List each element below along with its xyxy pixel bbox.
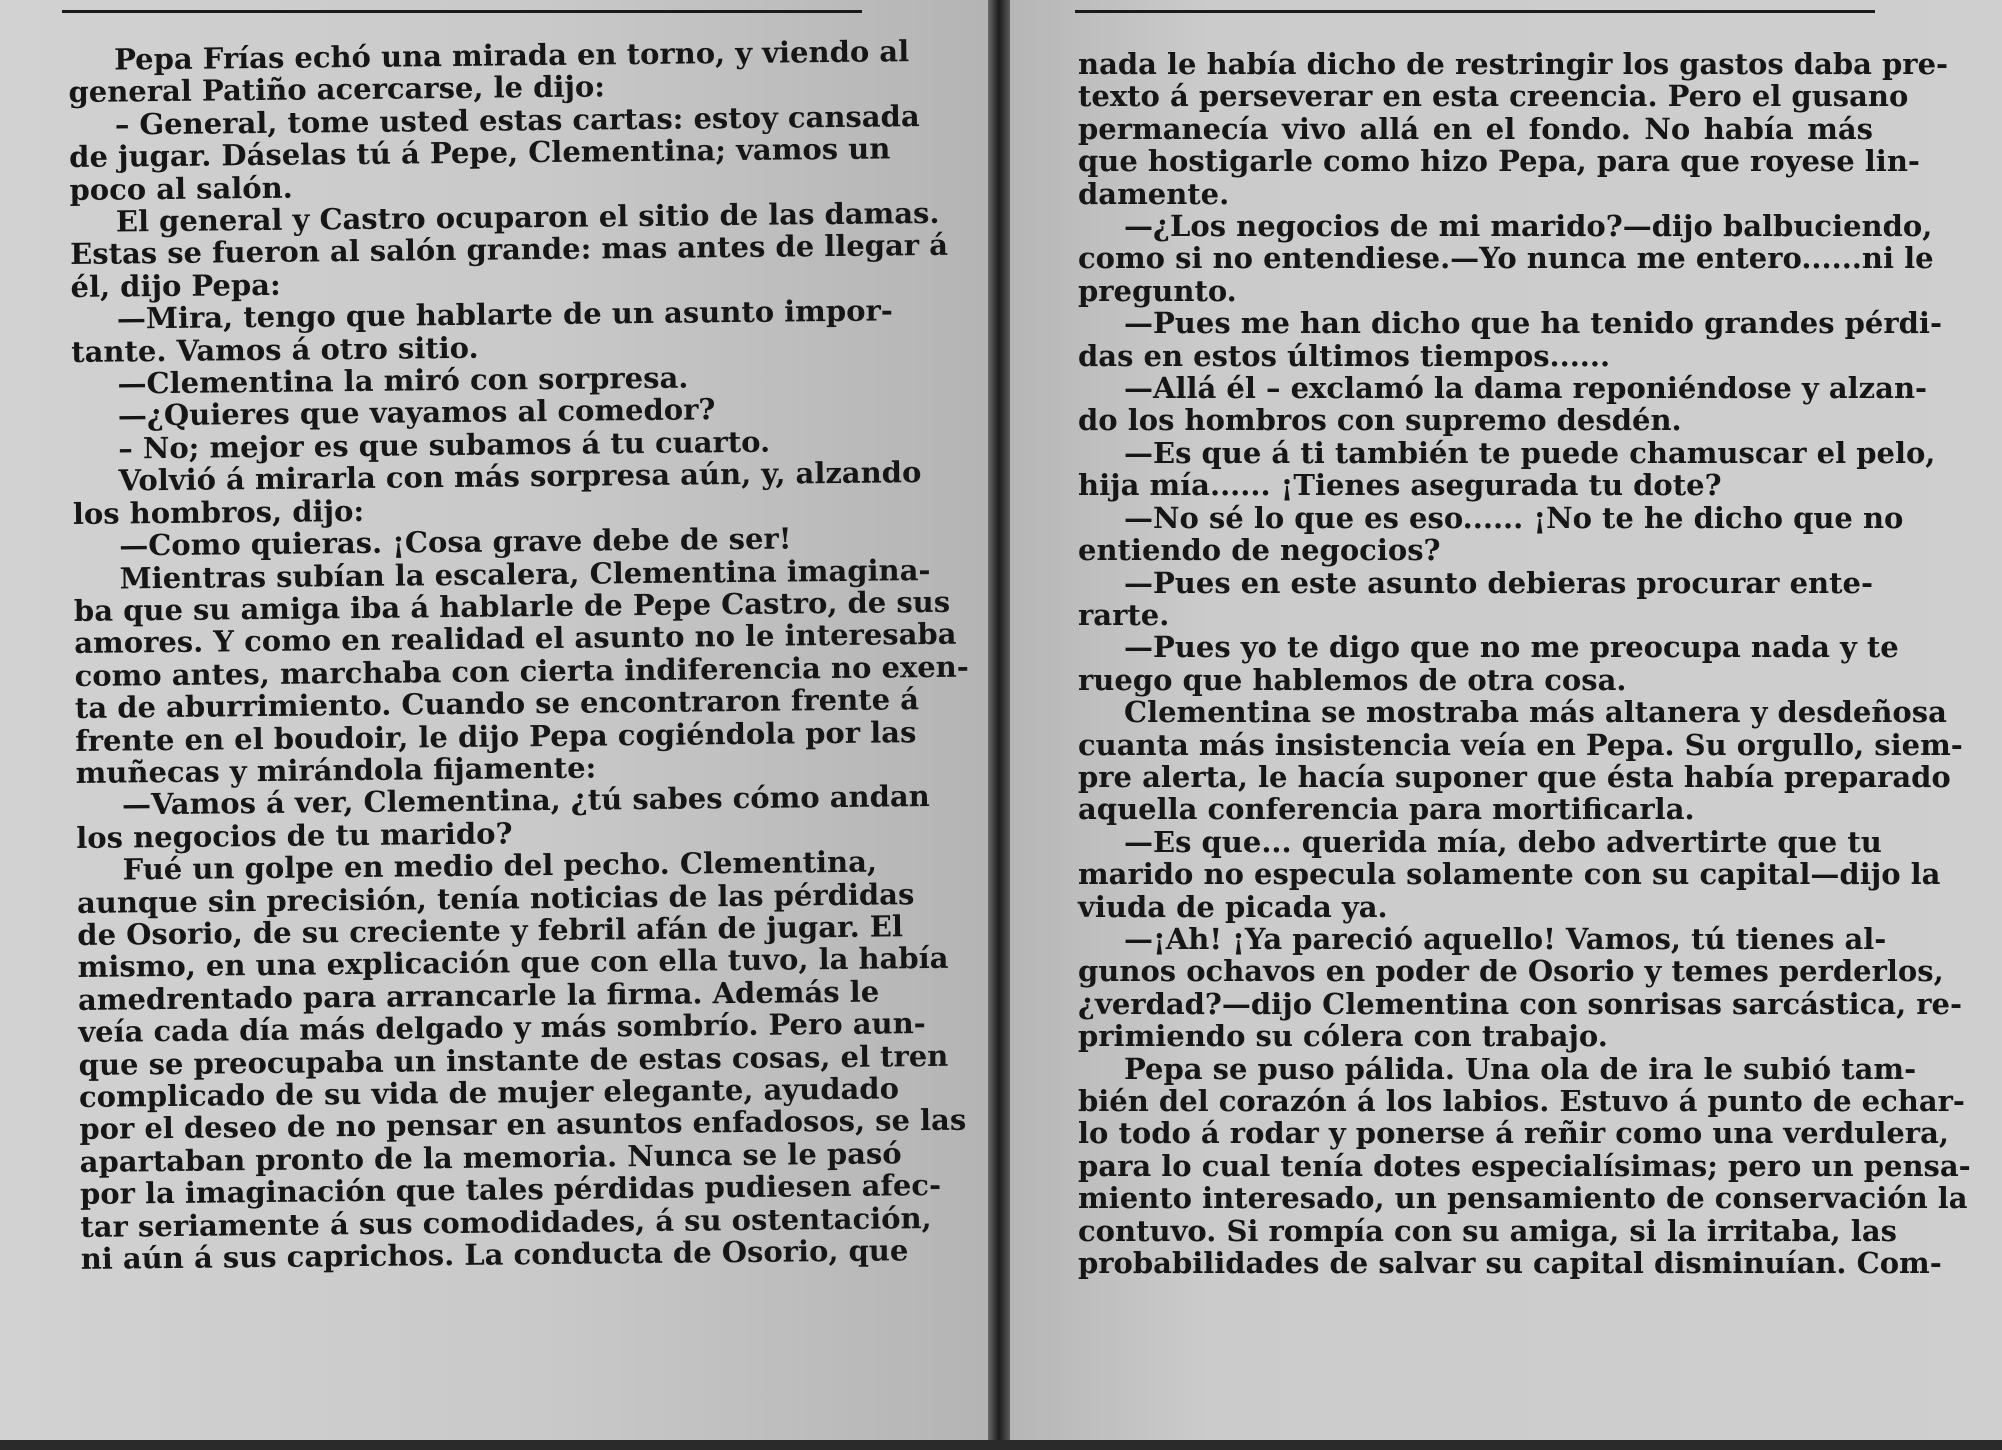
text-line: ni aún á sus caprichos. La conducta de Osorio, que	[80, 1233, 909, 1276]
text-line: – No; mejor es que subamos á tu cuarto.	[118, 424, 771, 466]
left-page-text	[68, 34, 969, 1276]
text-line: que hostigarle como hizo Pepa, para que royese lin-	[1078, 144, 1920, 179]
text-line: —Mira, tengo que hablarte de un asunto impor-	[116, 293, 893, 336]
text-line: contuvo. Si rompía con su amiga, si la irritaba, las	[1078, 1213, 1897, 1248]
text-line: viuda de picada ya.	[1078, 889, 1388, 924]
text-line: —¿Los negocios de mi marido?—dijo balbuciendo,	[1124, 209, 1933, 244]
text-line: damente.	[1078, 176, 1230, 211]
text-line: – General, tome usted estas cartas: estoy cansada	[114, 98, 920, 142]
text-line: miento interesado, un pensamiento de conservación la	[1078, 1181, 1968, 1216]
text-line: cuanta más insistencia veía en Pepa. Su orgullo, siem-	[1078, 727, 1963, 762]
text-line: permanecía vivo allá en el fondo. No había más	[1078, 111, 1873, 146]
text-line: Pepa se puso pálida. Una ola de ira le subió tam-	[1124, 1051, 1917, 1086]
right-page-text	[1078, 47, 1971, 1281]
text-line: poco al salón.	[69, 170, 293, 207]
text-line: —Clementina la miró con sorpresa.	[117, 360, 689, 401]
text-line: —Pues me han dicho que ha tenido grandes pérdi-	[1124, 306, 1942, 341]
text-line: Mientras subían la escalera, Clementina imagina-	[119, 552, 931, 595]
text-line: —Pues yo te digo que no me preocupa nada y te	[1124, 630, 1899, 665]
text-line: aquella conferencia para mortificarla.	[1078, 792, 1695, 827]
text-line: ¿verdad?—dijo Clementina con sonrisas sarcástica, re-	[1078, 986, 1963, 1021]
left-page	[0, 0, 988, 1440]
text-line: texto á perseverar en esta creencia. Pero el gusano	[1078, 79, 1909, 114]
text-line: veía cada día más delgado y más sombrío. Pero aun-	[78, 1006, 926, 1050]
text-line: tar seriamente á sus comodidades, á su ostentación,	[80, 1200, 932, 1244]
text-line: —Es que... querida mía, debo advertirte que tu	[1124, 824, 1882, 859]
text-line: pregunto.	[1078, 273, 1237, 308]
text-line: los hombros, dijo:	[72, 493, 365, 531]
text-line: das en estos últimos tiempos......	[1078, 338, 1611, 373]
text-line: muñecas y mirándola fijamente:	[75, 750, 597, 790]
text-line: él, dijo Pepa:	[70, 267, 281, 304]
text-line: —Como quieras. ¡Cosa grave debe de ser!	[119, 521, 792, 563]
text-line: como si no entendiese.—Yo nunca me entero......ni le	[1078, 241, 1934, 276]
text-line: los negocios de tu marido?	[76, 816, 513, 855]
text-line: —Pues en este asunto debieras procurar ente-	[1124, 565, 1873, 600]
text-line: entiendo de negocios?	[1078, 533, 1441, 568]
text-line: tante. Vamos á otro sitio.	[71, 330, 479, 369]
right-header-rule	[1075, 10, 1875, 13]
text-line: para lo cual tenía dotes especialísimas; pero un pensa-	[1078, 1148, 1971, 1183]
text-line: ba que su amiga iba á hablarle de Pepe Castro, de sus	[73, 584, 951, 628]
text-line: complicado de su vida de mujer elegante, ayudado	[78, 1071, 900, 1114]
text-line: Pepa Frías echó una mirada en torno, y viendo al	[113, 34, 910, 77]
text-line: El general y Castro ocuparon el sitio de las damas.	[115, 195, 940, 239]
text-line: do los hombros con supremo desdén.	[1078, 403, 1682, 438]
text-line: —Es que á ti también te puede chamuscar el pelo,	[1124, 435, 1936, 470]
text-line: bién del corazón á los labios. Estuvo á punto de echar-	[1078, 1084, 1965, 1118]
text-line: pre alerta, le hacía suponer que ésta había preparado	[1078, 759, 1951, 794]
text-line: hija mía...... ¡Tienes asegurada tu dote?	[1078, 468, 1722, 503]
text-line: frente en el boudoir, le dijo Pepa cogiéndola por las	[75, 714, 917, 758]
text-line: mismo, en una explicación que con ella tuvo, la había	[77, 941, 949, 985]
text-line: nada le había dicho de restringir los gastos daba pre-	[1078, 47, 1949, 81]
text-line: Estas se fueron al salón grande: mas antes de llegar á	[70, 228, 949, 272]
text-line: ta de aburrimiento. Cuando se encontraron frente á	[74, 682, 920, 726]
text-line: que se preocupaba un instante de estas cosas, el tren	[78, 1038, 949, 1082]
text-line: amedrentado para arrancarle la firma. Además le	[77, 974, 880, 1017]
text-line: Clementina se mostraba más altanera y desdeñosa	[1124, 695, 1947, 730]
text-line: probabilidades de salvar su capital disminuían. Com-	[1078, 1246, 1942, 1281]
right-page	[1010, 0, 2002, 1440]
text-line: rarte.	[1078, 597, 1170, 632]
text-line: apartaban pronto de la memoria. Nunca se le pasó	[79, 1136, 902, 1179]
book-gutter	[988, 0, 1010, 1450]
scan-bottom-edge	[0, 1440, 2002, 1450]
text-line: ruego que hablemos de otra cosa.	[1078, 662, 1627, 697]
text-line: marido no especula solamente con su capital—dijo la	[1078, 857, 1941, 892]
text-line: gunos ochavos en poder de Osorio y temes perderlos,	[1078, 954, 1944, 989]
text-line: de Osorio, de su creciente y febril afán de jugar. El	[77, 909, 904, 952]
text-line: —Allá él – exclamó la dama reponiéndose y alzan-	[1124, 371, 1928, 406]
text-line: por el deseo de no pensar en asuntos enfadosos, se las	[79, 1103, 967, 1147]
text-line: —No sé lo que es eso...... ¡No te he dicho que no	[1124, 500, 1904, 535]
text-line: lo todo á rodar y ponerse á reñir como una verdulera,	[1078, 1116, 1949, 1151]
text-line: —¡Ah! ¡Ya pareció aquello! Vamos, tú tienes al-	[1124, 921, 1887, 956]
text-line: de jugar. Dáselas tú á Pepe, Clementina; vamos un	[69, 131, 891, 175]
text-line: general Patiño acercarse, le dijo:	[68, 69, 606, 110]
text-line: amores. Y como en realidad el asunto no le interesaba	[74, 617, 957, 661]
text-line: primiendo su cólera con trabajo.	[1078, 1019, 1608, 1054]
text-line: —Vamos á ver, Clementina, ¿tú sabes cómo andan	[121, 779, 930, 822]
text-line: por la imaginación que tales pérdidas pudiesen afec-	[79, 1168, 942, 1212]
left-header-rule	[62, 10, 862, 13]
text-line: como antes, marchaba con cierta indiferencia no exen-	[74, 649, 969, 693]
text-line: —¿Quieres que vayamos al comedor?	[117, 392, 716, 433]
text-line: Fué un golpe en medio del pecho. Clementina,	[122, 844, 878, 887]
text-line: Volvió á mirarla con más sorpresa aún, y, alzando	[118, 455, 922, 498]
text-line: aunque sin precisión, tenía noticias de las pérdidas	[76, 876, 915, 920]
